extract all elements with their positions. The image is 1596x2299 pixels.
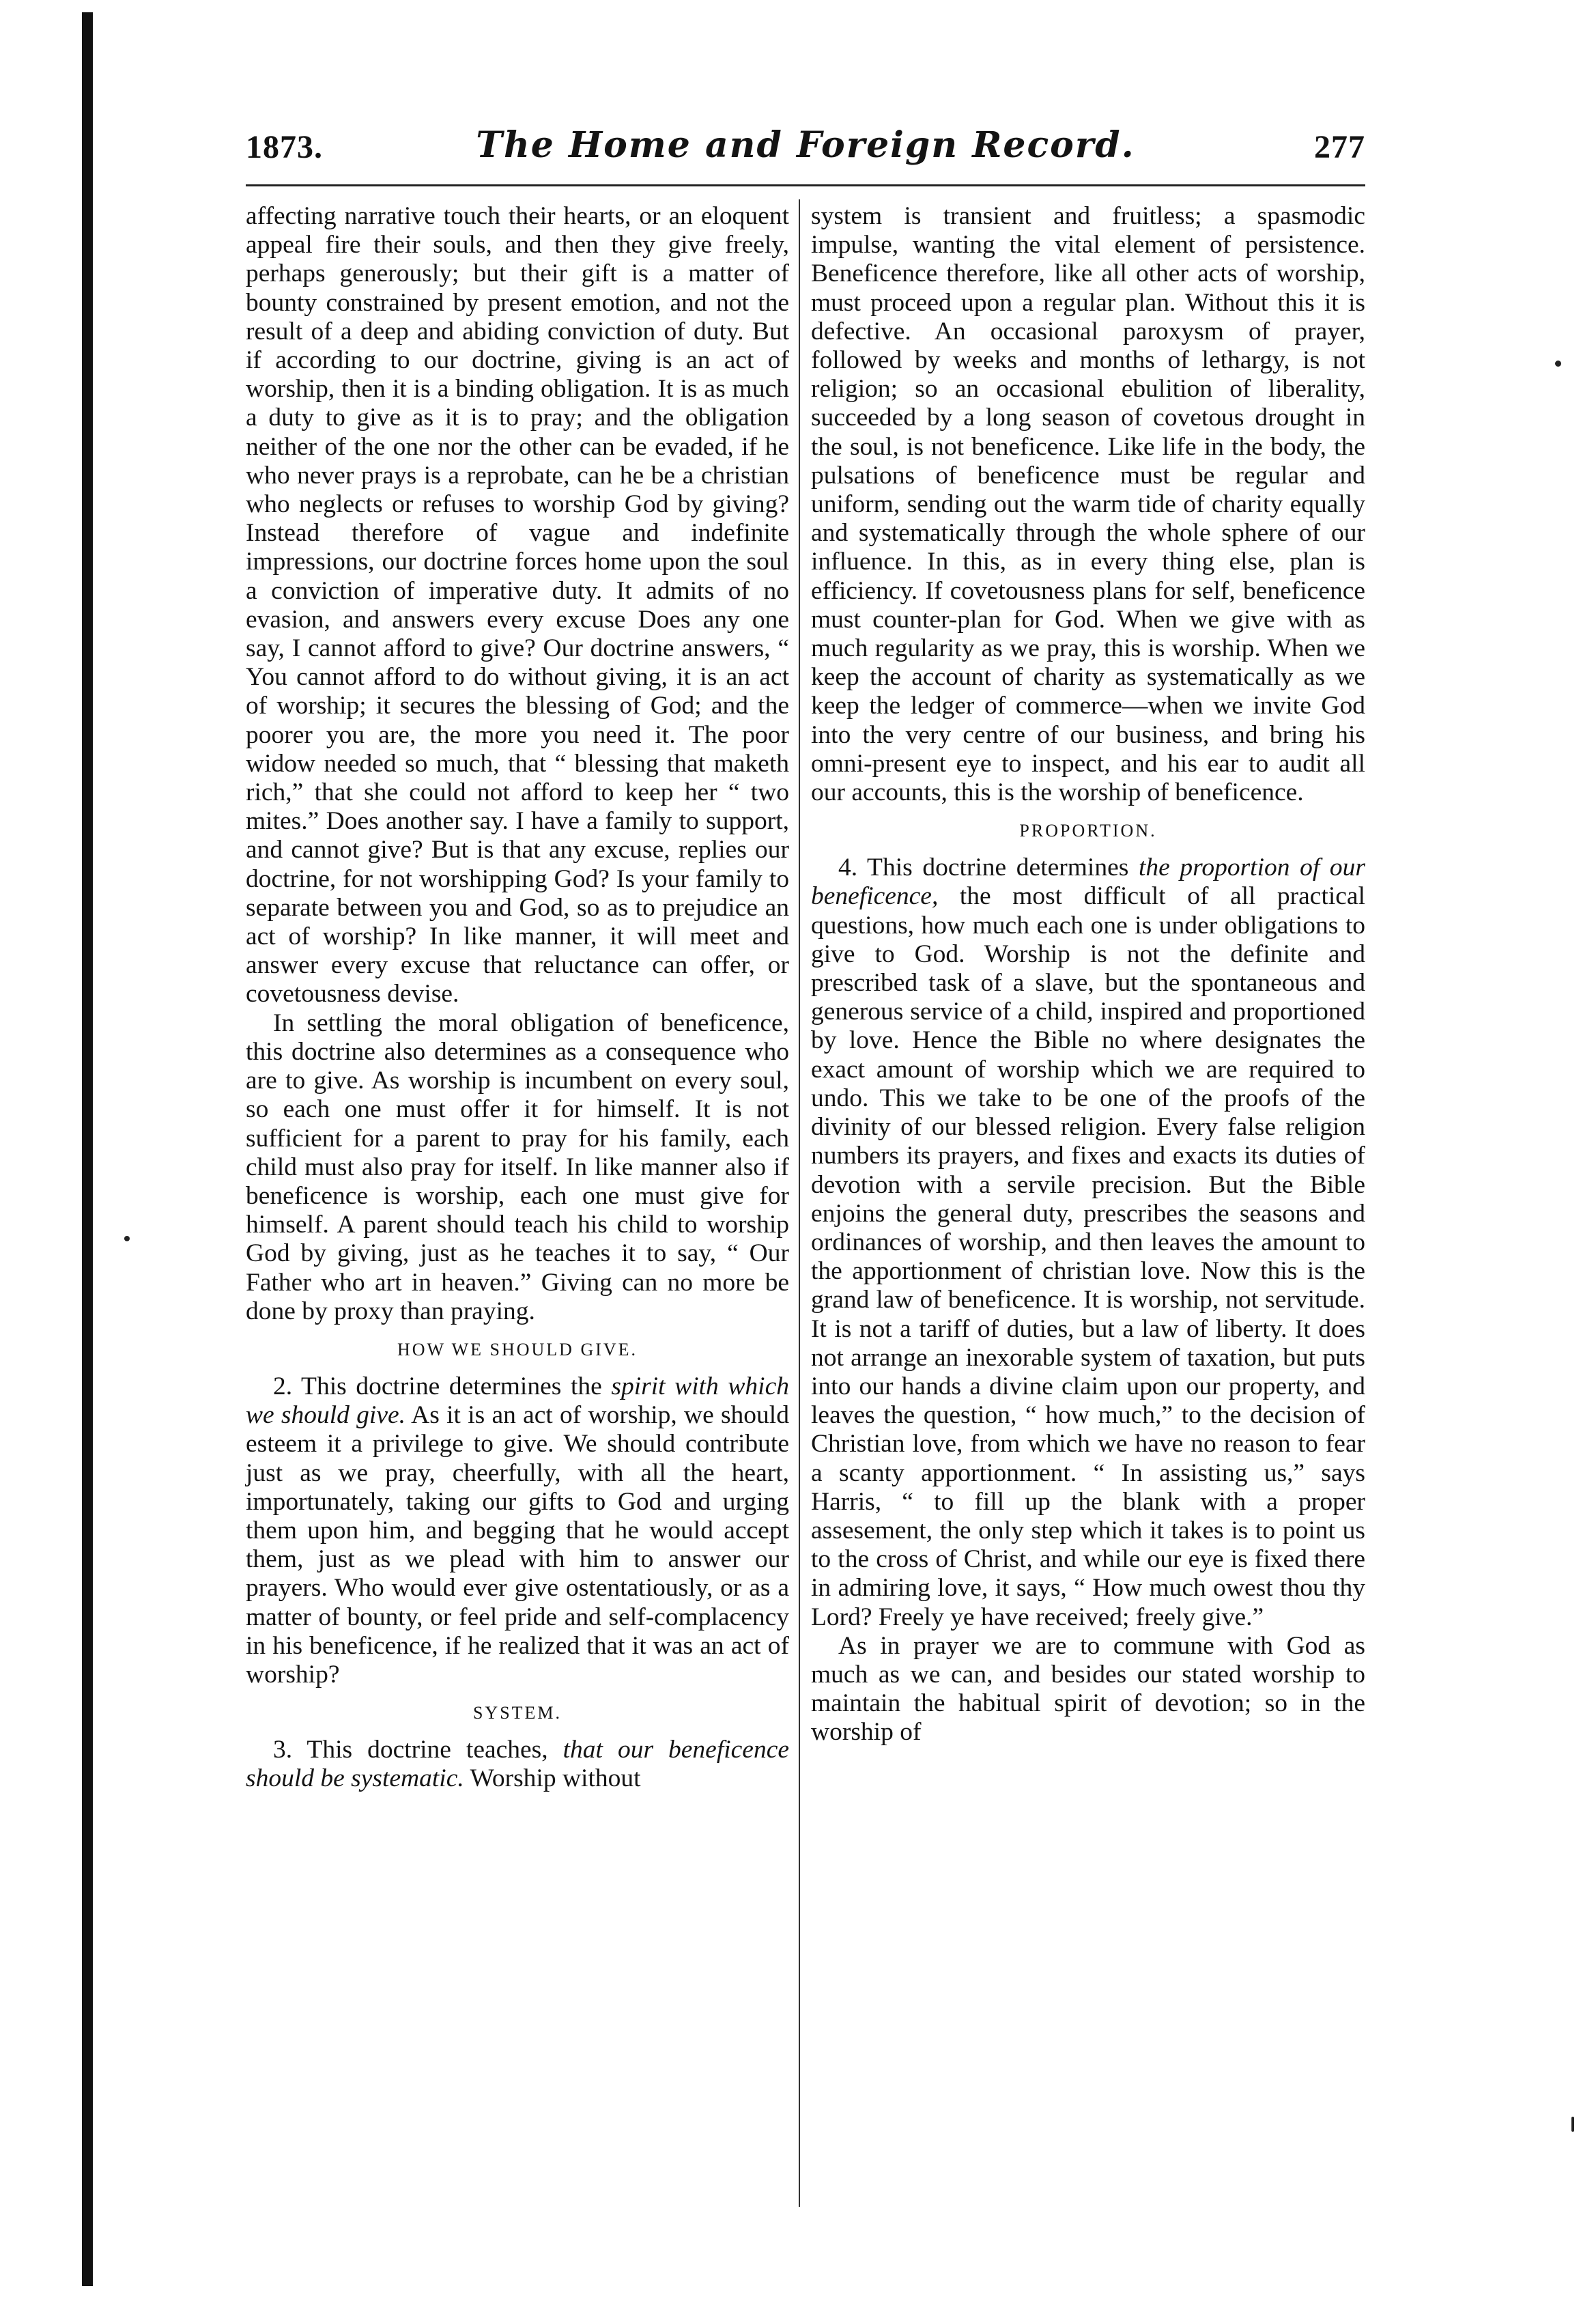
column-rule <box>799 199 800 2207</box>
ink-speck <box>1571 2117 1574 2132</box>
left-column <box>246 202 789 1794</box>
paragraph: In settling the moral obligation of beneficence, this doctrine also determines as a consequence who are to give. As worship is incumbent on every soul, so each one must offer it for himself. It is not sufficient for a parent to pray for his family, each child must also pray for itself. In like manner also if beneficence is worship, each one must give for himself. A parent should teach his child to worship God by giving, just as he teaches it to say, “ Our Father who art in heaven.” Giving can no more be done by proxy than praying. <box>246 1009 789 1325</box>
page-number: 277 <box>1314 129 1365 165</box>
paragraph: 2. This doctrine determines the spirit with which we should give. As it is an act of worship, we should esteem it a privilege to give. We should contribute just as we pray, cheerfully, with all the heart, importunately, taking our gifts to God and urging them upon him, and begging that he would accept them, just as we plead with him to answer our prayers. Who would ever give ostentatiously, or as a matter of bounty, or feel pride and self-complacency in his beneficence, if he realized that it was an act of worship? <box>246 1372 789 1689</box>
section-heading: HOW WE SHOULD GIVE. <box>397 1339 638 1359</box>
header-title: The Home and Foreign Record. <box>476 124 1135 166</box>
paragraph: As in prayer we are to commune with God as much as we can, and besides our stated worship to maintain the habitual spirit of devotion; so in the worship of <box>811 1631 1365 1747</box>
paragraph: system is transient and fruitless; a spasmodic impulse, wanting the vital element of persistence. Beneficence therefore, like all other acts of worship, must proceed upon a regular plan. Without this it is defective. An occasional paroxysm of prayer, followed by weeks and months of lethargy, is not religion; so an occasional ebulition of liberality, succeeded by a long season of covetous drought in the soul, is not beneficence. Like life in the body, the pulsations of beneficence must be regular and uniform, sending out the warm tide of charity equally and systematically through the whole sphere of our influence. In this, as in every thing else, plan is efficiency. If covetousness plans for self, beneficence must counter-plan for God. When we give with as much regularity as we pray, this is worship. When we keep the account of charity as systematically as we keep the ledger of commerce—when we invite God into the very centre of our business, and bring his omni-present eye to inspect, and his ear to audit all our accounts, this is the worship of beneficence. <box>811 202 1365 807</box>
section-heading: SYSTEM. <box>472 1703 562 1723</box>
paragraph: affecting narrative touch their hearts, or an eloquent appeal fire their souls, and then they give freely, perhaps generously; but their gift is a matter of bounty constrained by present emotion, and not the result of a deep and abiding conviction of duty. But if according to our doctrine, giving is an act of worship, then it is a binding obligation. It is as much a duty to give as it is to pray; and the obligation neither of the one nor the other can be evaded, if he who never prays is a reprobate, can he be a christian who neglects or refuses to worship God by giving? Instead therefore of vague and indefinite impressions, our doctrine forces home upon the soul a conviction of imperative duty. It admits of no evasion, and answers every excuse Does any one say, I cannot afford to give? Our doctrine answers, “ You cannot afford to do without giving, it is an act of worship; it secures the blessing of God; and the poorer you are, the more you need it. The poor widow needed so much, that “ blessing that maketh rich,” that she could not afford to keep her “ two mites.” Does another say. I have a family to support, and cannot give? But is that any excuse, replies our doctrine, for not worshipping God? Is your family to separate between you and God, so as to prejudice an act of worship? In like manner, it will meet and answer every excuse that reluctance can offer, or covetousness devise. <box>246 202 789 1009</box>
ink-speck <box>1555 361 1561 367</box>
section-heading: PROPORTION. <box>1019 821 1157 841</box>
header-rule <box>246 184 1365 186</box>
ink-speck <box>124 1236 130 1241</box>
running-header <box>246 124 1365 179</box>
paragraph: 3. This doctrine teaches, that our beneficence should be systematic. Worship without <box>246 1736 789 1793</box>
paragraph: 4. This doctrine determines the proportion of our beneficence, the most difficult of all practical questions, how much each one is under obligations to give to God. Worship is not the definite and prescribed task of a slave, but the spontaneous and generous service of a child, inspired and proportioned by love. Hence the Bible no where designates the exact amount of worship which we are required to undo. This we take to be one of the proofs of the divinity of our blessed religion. Every false religion numbers its prayers, and fixes and exacts its duties of devotion with a servile precision. But the Bible enjoins the general duty, prescribes the seasons and ordinances of worship, and then leaves the amount to the apportionment of christian love. Now this is the grand law of beneficence. It is worship, not servitude. It is not a tariff of duties, but a law of liberty. It does not arrange an inexorable system of taxation, but puts into our hands a divine claim upon our property, and leaves the question, “ how much,” to the decision of Christian love, from which we have no reason to fear a scanty apportionment. “ In assisting us,” says Harris, “ to fill up the blank with a proper assesement, the only step which it takes is to point us to the cross of Christ, and while our eye is fixed there in admiring love, it says, “ How much owest thou thy Lord? Freely ye have received; freely give.” <box>811 854 1365 1631</box>
right-column <box>811 202 1365 1747</box>
page-spine-shadow <box>82 12 93 2286</box>
header-year: 1873. <box>246 129 323 165</box>
